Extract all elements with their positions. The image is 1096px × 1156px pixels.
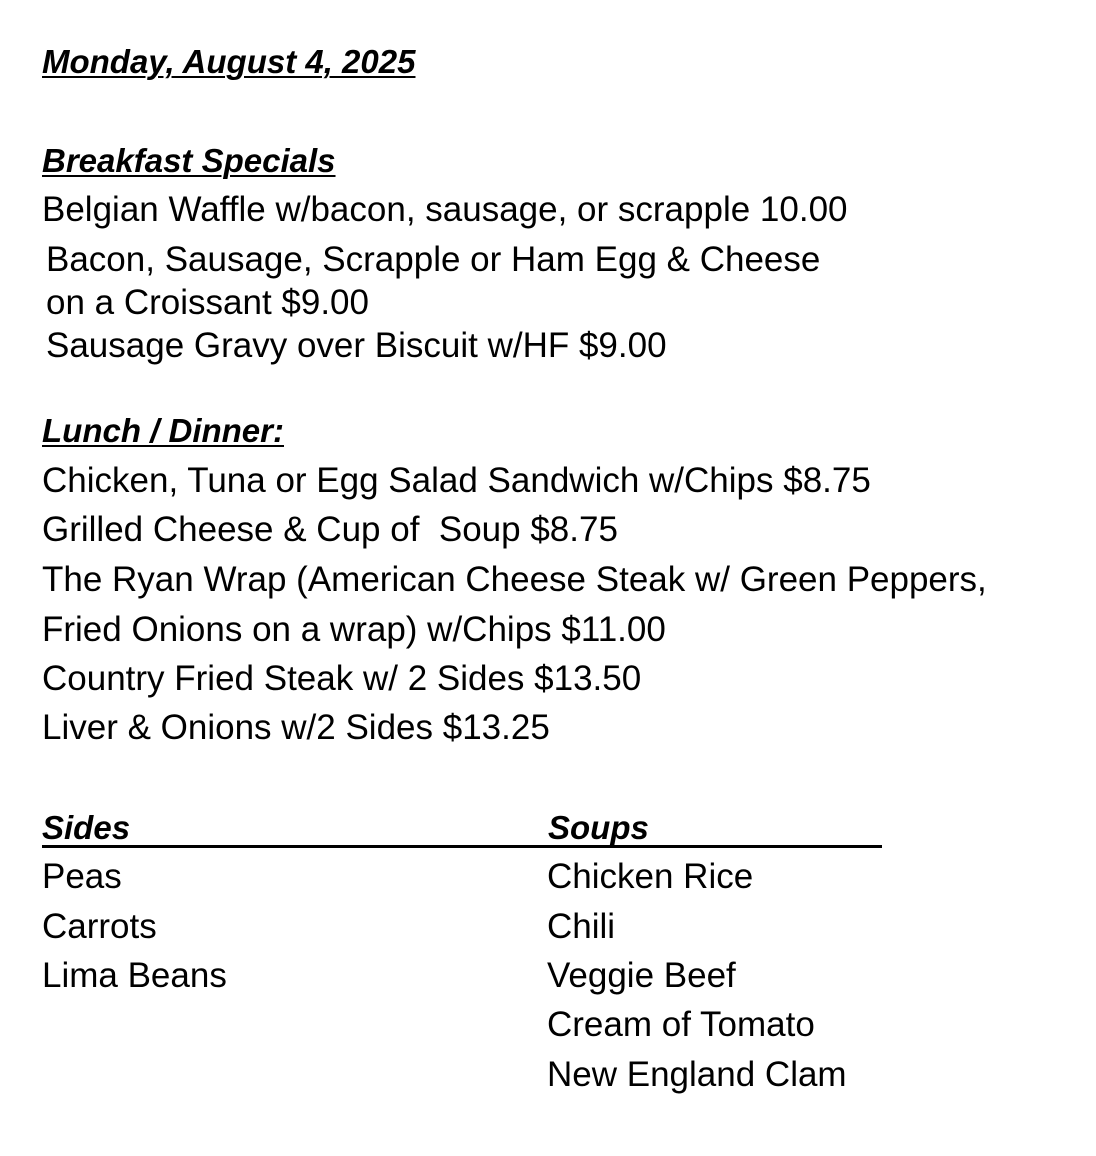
soup-item: Chicken Rice	[547, 857, 754, 896]
lunch-heading: Lunch / Dinner:	[42, 412, 284, 449]
breakfast-heading: Breakfast Specials	[42, 142, 336, 179]
sides-heading: Sides	[42, 808, 548, 848]
breakfast-item: Sausage Gravy over Biscuit w/HF $9.00	[46, 326, 667, 365]
lunch-item: Country Fried Steak w/ 2 Sides $13.50	[42, 659, 642, 698]
side-item: Peas	[42, 857, 122, 896]
soup-item: New England Clam	[547, 1055, 847, 1094]
breakfast-item: Belgian Waffle w/bacon, sausage, or scrapple 10.00	[42, 190, 848, 229]
breakfast-item: on a Croissant $9.00	[46, 283, 369, 322]
side-item: Carrots	[42, 907, 157, 946]
lunch-item: Grilled Cheese & Cup of Soup $8.75	[42, 510, 618, 549]
side-item: Lima Beans	[42, 956, 227, 995]
lunch-item: Liver & Onions w/2 Sides $13.25	[42, 708, 550, 747]
menu-date: Monday, August 4, 2025	[42, 43, 416, 80]
soups-heading: Soups	[548, 808, 882, 848]
breakfast-item: Bacon, Sausage, Scrapple or Ham Egg & Cheese	[46, 240, 821, 279]
lunch-item: Fried Onions on a wrap) w/Chips $11.00	[42, 610, 666, 649]
soup-item: Veggie Beef	[547, 956, 736, 995]
lunch-item: The Ryan Wrap (American Cheese Steak w/ Green Peppers,	[42, 560, 987, 599]
soup-item: Cream of Tomato	[547, 1005, 815, 1044]
soup-item: Chili	[547, 907, 616, 946]
lunch-item: Chicken, Tuna or Egg Salad Sandwich w/Chips $8.75	[42, 461, 871, 500]
